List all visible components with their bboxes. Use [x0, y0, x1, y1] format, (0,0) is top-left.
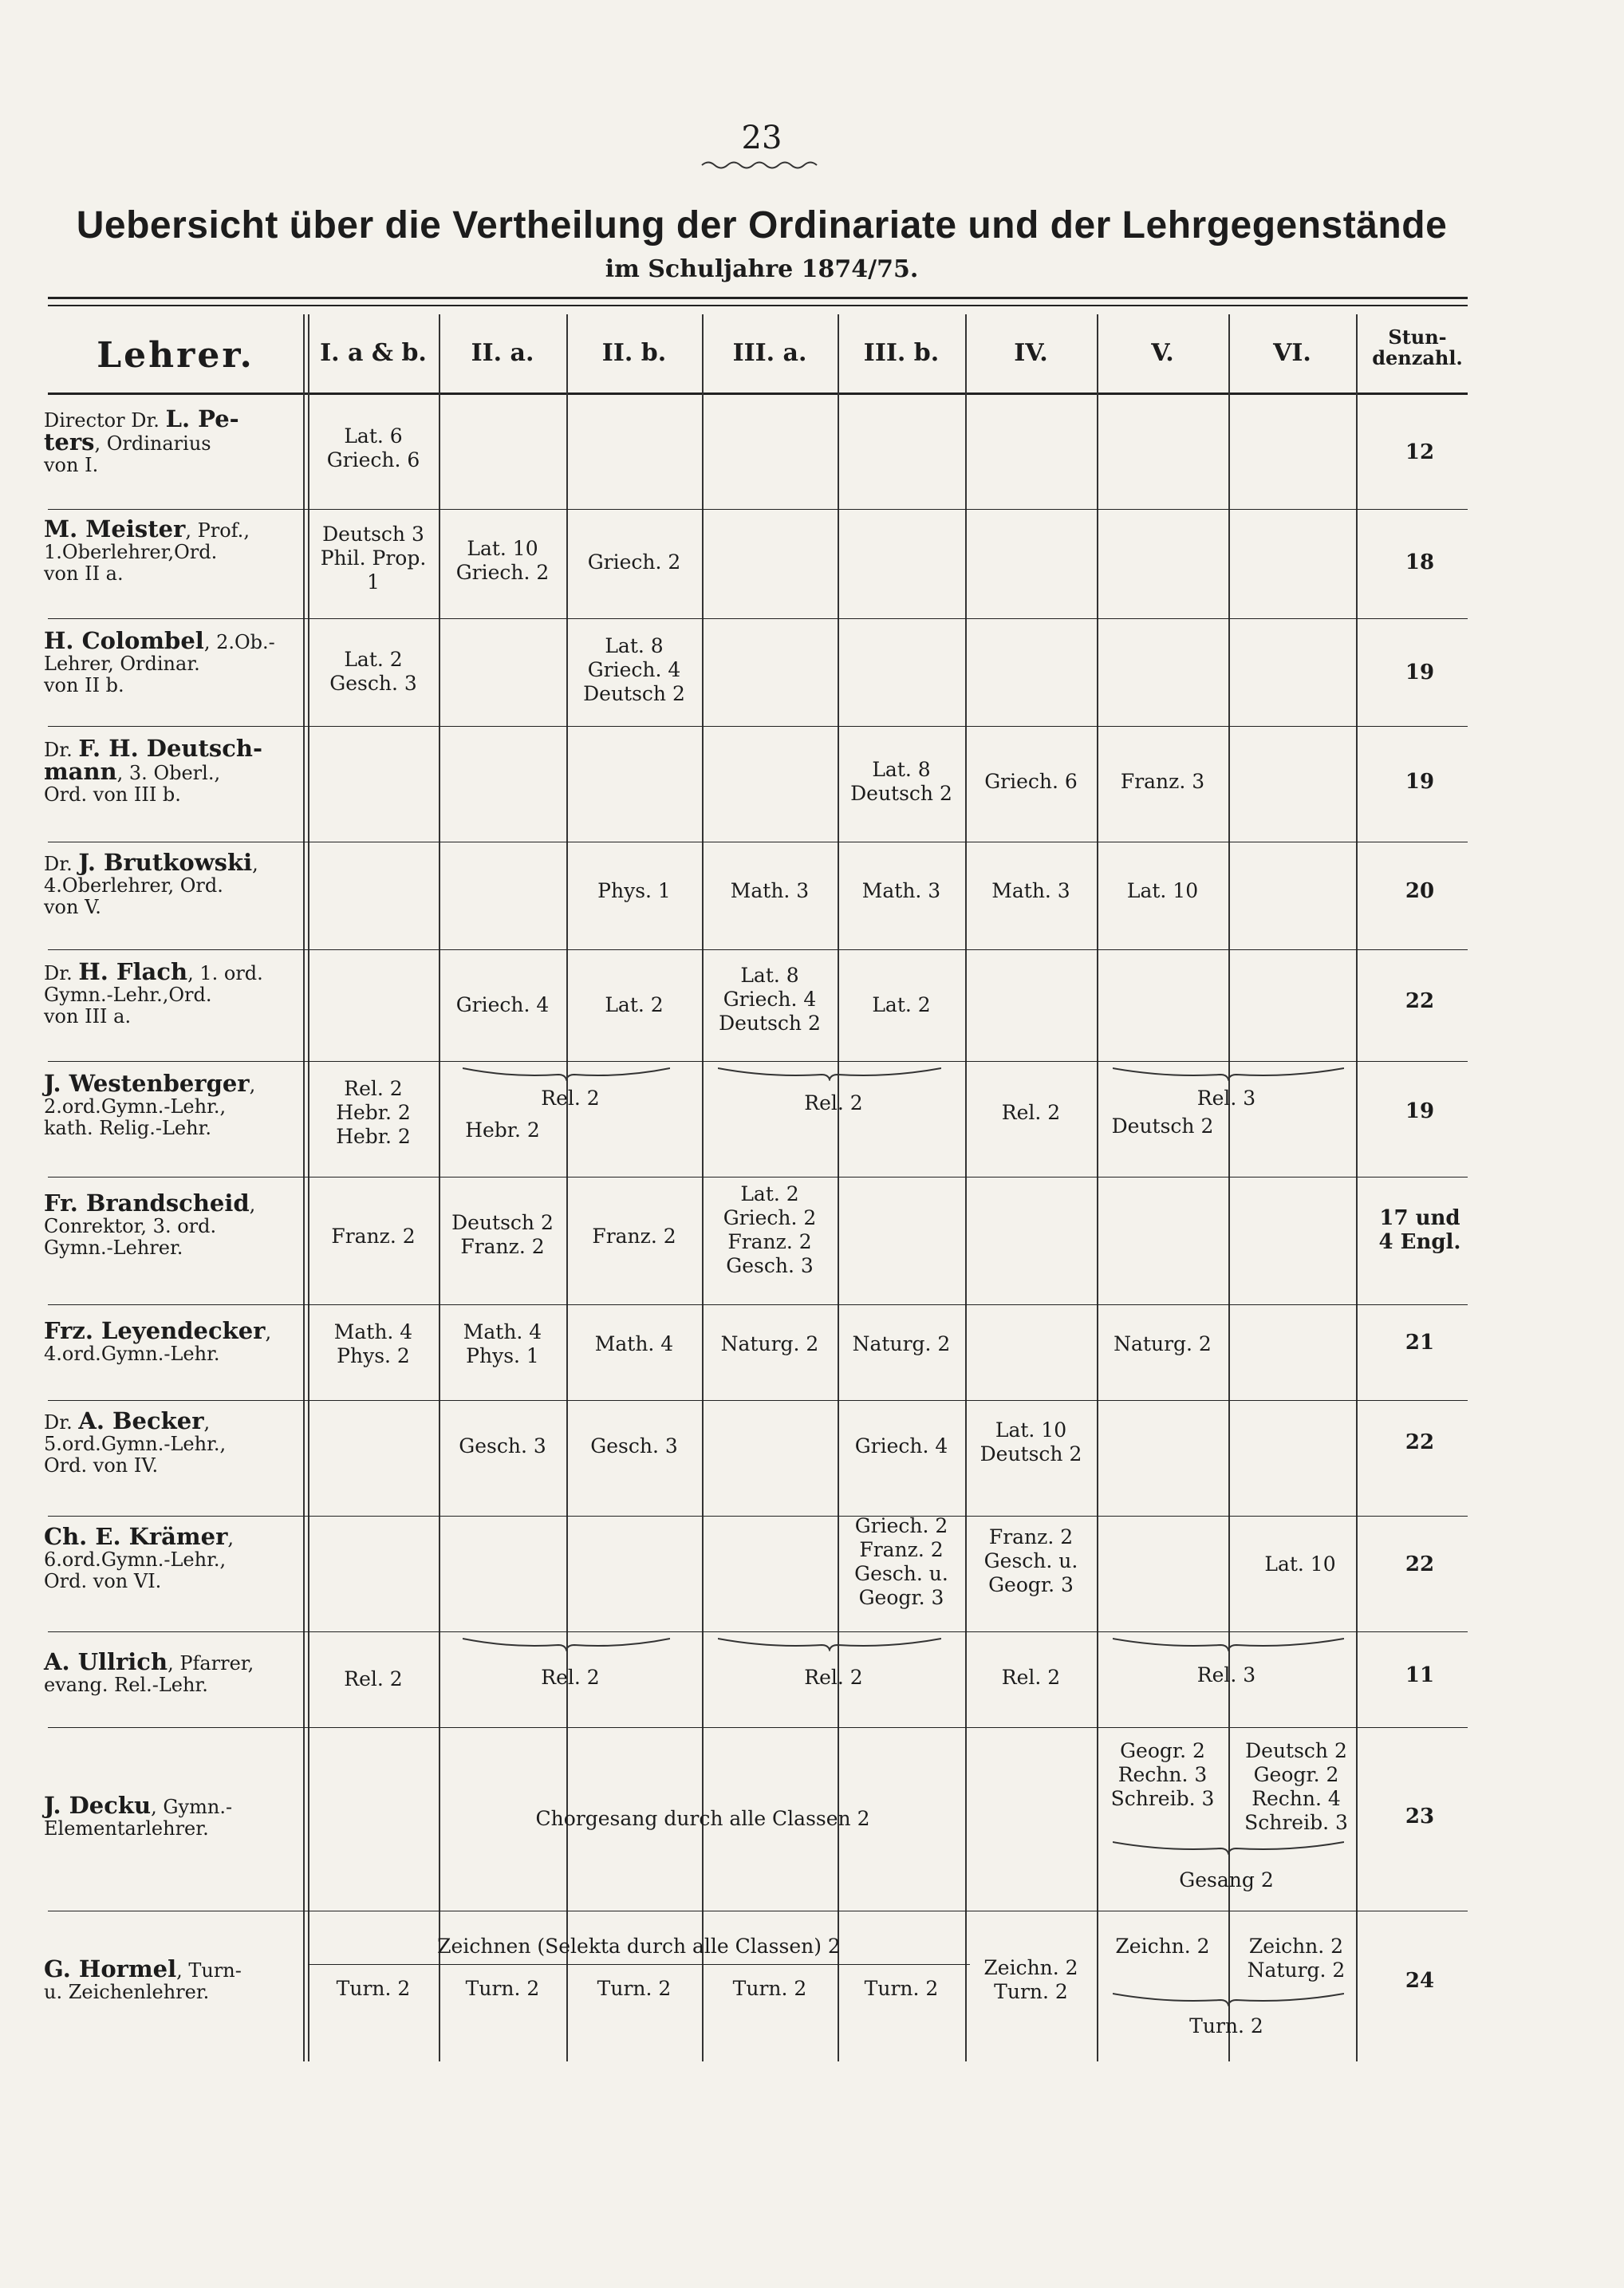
cell: Rel. 3: [1196, 1087, 1256, 1110]
cell: Lat. 2 Griech. 2 Franz. 2 Gesch. 3: [723, 1182, 817, 1277]
teacher-entry: H. Colombel, 2.Ob.- Lehrer, Ordinar. von II b.: [44, 627, 275, 696]
row-separator: [48, 618, 1468, 619]
cell: Rel. 2: [344, 1667, 403, 1690]
cell: Franz. 2: [592, 1225, 676, 1248]
cell: Deutsch 3 Phil. Prop. 1: [320, 523, 427, 594]
header-col-5: III. b.: [863, 339, 940, 367]
column-divider: [566, 314, 568, 2061]
header-col-1: I. a & b.: [320, 339, 427, 367]
cell-span: Zeichnen (Selekta durch alle Classen) 2: [437, 1935, 841, 1958]
row-separator: [48, 1516, 1468, 1517]
cell: Lat. 2 Gesch. 3: [329, 648, 417, 695]
cell: Gesch. 3: [590, 1434, 678, 1458]
cell: Franz. 2 Gesch. u. Geogr. 3: [983, 1525, 1078, 1596]
teacher-entry: J. Westenberger, 2.ord.Gymn.-Lehr., kath. Relig.-Lehr.: [44, 1070, 256, 1139]
hours-total: 11: [1405, 1663, 1435, 1687]
row-separator: [48, 509, 1468, 510]
cell: Turn. 2: [336, 1977, 411, 2000]
row-separator: [48, 1061, 1468, 1062]
cell: Turn. 2: [1189, 2014, 1263, 2038]
cell: Gesch. 3: [459, 1434, 546, 1458]
row-separator: [48, 949, 1468, 950]
cell: Lat. 8 Griech. 4 Deutsch 2: [719, 964, 821, 1035]
cell: Math. 4 Phys. 2: [333, 1320, 413, 1367]
teacher-entry: G. Hormel, Turn- u. Zeichenlehrer.: [44, 1955, 242, 2003]
hours-total: 22: [1405, 1552, 1435, 1576]
cell: Rel. 2: [1001, 1666, 1061, 1689]
cell: Math. 4 Phys. 1: [463, 1320, 542, 1367]
cell: Turn. 2: [732, 1977, 807, 2000]
teacher-entry: Frz. Leyendecker, 4.ord.Gymn.-Lehr.: [44, 1317, 272, 1365]
cell-separator: [1228, 1727, 1230, 1863]
column-divider: [303, 314, 305, 2061]
cell: Rel. 2 Hebr. 2 Hebr. 2: [336, 1077, 411, 1148]
cell: Griech. 6: [984, 770, 1078, 793]
brace-ornament: [1113, 1635, 1344, 1651]
cell: Phys. 1: [597, 879, 671, 902]
cell: Gesang 2: [1179, 1868, 1274, 1892]
cell: Deutsch 2 Geogr. 2 Rechn. 4 Schreib. 3: [1244, 1739, 1348, 1834]
cell: Griech. 4: [455, 993, 550, 1016]
hours-total: 23: [1405, 1805, 1435, 1828]
cell-separator: [308, 1964, 970, 1965]
cell: Lat. 8 Deutsch 2: [850, 758, 952, 805]
brace-ornament: [1113, 1065, 1344, 1081]
cell: Deutsch 2: [1111, 1114, 1214, 1138]
cell: Naturg. 2: [852, 1332, 951, 1355]
cell: Lat. 2: [605, 993, 664, 1016]
cell: Deutsch 2 Franz. 2: [451, 1211, 554, 1258]
header-col-7: V.: [1151, 339, 1174, 367]
row-separator: [48, 726, 1468, 727]
cell: Turn. 2: [465, 1977, 540, 2000]
header-col-3: II. b.: [601, 339, 667, 367]
teacher-entry: Director Dr. L. Pe- ters, Ordinarius von I.: [44, 405, 239, 476]
cell: Math. 3: [730, 879, 810, 902]
cell: Franz. 3: [1120, 770, 1205, 793]
cell: Hebr. 2: [465, 1118, 540, 1142]
teacher-entry: Dr. J. Brutkowski, 4.Oberlehrer, Ord. von V.: [44, 849, 258, 918]
hours-total: 21: [1405, 1331, 1435, 1355]
header-col-8: VI.: [1273, 339, 1311, 367]
hours-total: 12: [1405, 440, 1435, 464]
cell: Lat. 10: [1264, 1552, 1336, 1576]
hours-total: 17 und 4 Engl.: [1378, 1206, 1461, 1254]
cell: Lat. 2: [872, 993, 931, 1016]
table-top-rule-2: [48, 305, 1468, 306]
teacher-entry: Dr. H. Flach, 1. ord. Gymn.-Lehr.,Ord. von III a.: [44, 958, 263, 1028]
cell: Griech. 2 Franz. 2 Gesch. u. Geogr. 3: [854, 1514, 948, 1609]
row-separator: [48, 1631, 1468, 1632]
cell: Rel. 3: [1196, 1663, 1256, 1686]
teacher-entry: Dr. F. H. Deutsch- mann, 3. Oberl., Ord. von III b.: [44, 735, 262, 806]
cell: Turn. 2: [597, 1977, 672, 2000]
row-separator: [48, 1304, 1468, 1305]
cell: Naturg. 2: [1114, 1332, 1212, 1355]
cell: Math. 4: [594, 1332, 674, 1355]
hours-total: 22: [1405, 1430, 1435, 1454]
brace-ornament: [1113, 1990, 1344, 2006]
teacher-entry: A. Ullrich, Pfarrer, evang. Rel.-Lehr.: [44, 1648, 254, 1696]
cell: Griech. 2: [587, 550, 681, 574]
cell: Zeichn. 2: [1115, 1935, 1210, 1958]
cell: Lat. 10: [1126, 879, 1199, 902]
cell: Math. 3: [861, 879, 941, 902]
header-col-4: III. a.: [732, 339, 807, 367]
cell: Lat. 10 Griech. 2: [455, 537, 550, 584]
cell: Zeichn. 2 Turn. 2: [983, 1956, 1078, 2003]
hours-total: 19: [1405, 1099, 1435, 1123]
teacher-entry: Fr. Brandscheid, Conrektor, 3. ord. Gymn.-Lehrer.: [44, 1189, 256, 1259]
cell-span: Chorgesang durch alle Classen 2: [535, 1807, 870, 1830]
page-subtitle: im Schuljahre 1874/75.: [605, 255, 919, 283]
cell: Rel. 2: [1001, 1101, 1061, 1124]
header-total: Stun- denzahl.: [1372, 325, 1463, 369]
cell: Zeichn. 2 Naturg. 2: [1247, 1935, 1346, 1982]
cell: Griech. 4: [854, 1434, 948, 1458]
hours-total: 19: [1405, 770, 1435, 794]
row-separator: [48, 1400, 1468, 1401]
cell: Geogr. 2 Rechn. 3 Schreib. 3: [1110, 1739, 1215, 1810]
header-bottom-rule: [48, 393, 1468, 395]
row-separator: [48, 1727, 1468, 1728]
page-number: 23: [741, 120, 782, 156]
teacher-entry: Dr. A. Becker, 5.ord.Gymn.-Lehr., Ord. von IV.: [44, 1407, 227, 1477]
brace-ornament: [718, 1065, 941, 1081]
cell: Rel. 2: [804, 1091, 863, 1114]
cell: Lat. 10 Deutsch 2: [980, 1418, 1082, 1466]
hours-total: 19: [1405, 661, 1435, 684]
column-divider: [965, 314, 967, 2061]
teacher-entry: J. Decku, Gymn.- Elementarlehrer.: [44, 1792, 233, 1840]
header-col-2: II. a.: [471, 339, 534, 367]
cell: Rel. 2: [541, 1087, 600, 1110]
table-top-rule: [48, 297, 1468, 299]
hours-total: 22: [1405, 989, 1435, 1013]
cell: Lat. 8 Griech. 4 Deutsch 2: [583, 634, 685, 705]
hours-total: 20: [1405, 879, 1435, 903]
teacher-entry: M. Meister, Prof., 1.Oberlehrer,Ord. von II a.: [44, 515, 250, 585]
cell: Franz. 2: [331, 1225, 416, 1248]
cell: Naturg. 2: [720, 1332, 819, 1355]
column-divider: [838, 314, 839, 2061]
cell: Rel. 2: [541, 1666, 600, 1689]
hours-total: 24: [1405, 1969, 1435, 1993]
header-col-6: IV.: [1014, 339, 1048, 367]
brace-ornament: [718, 1635, 941, 1651]
header-lehrer: Lehrer.: [97, 335, 254, 376]
teacher-entry: Ch. E. Krämer, 6.ord.Gymn.-Lehr., Ord. von VI.: [44, 1523, 234, 1592]
brace-ornament: [463, 1065, 670, 1081]
cell: Lat. 6 Griech. 6: [326, 424, 420, 471]
cell: Turn. 2: [864, 1977, 939, 2000]
hours-total: 18: [1405, 550, 1435, 574]
wavy-ornament: [700, 158, 820, 172]
row-separator: [48, 1177, 1468, 1178]
brace-ornament: [463, 1635, 670, 1651]
cell: Rel. 2: [804, 1666, 863, 1689]
cell: Math. 3: [991, 879, 1070, 902]
page-title: Uebersicht über die Vertheilung der Ordinariate und der Lehrgegenstände: [76, 204, 1448, 247]
